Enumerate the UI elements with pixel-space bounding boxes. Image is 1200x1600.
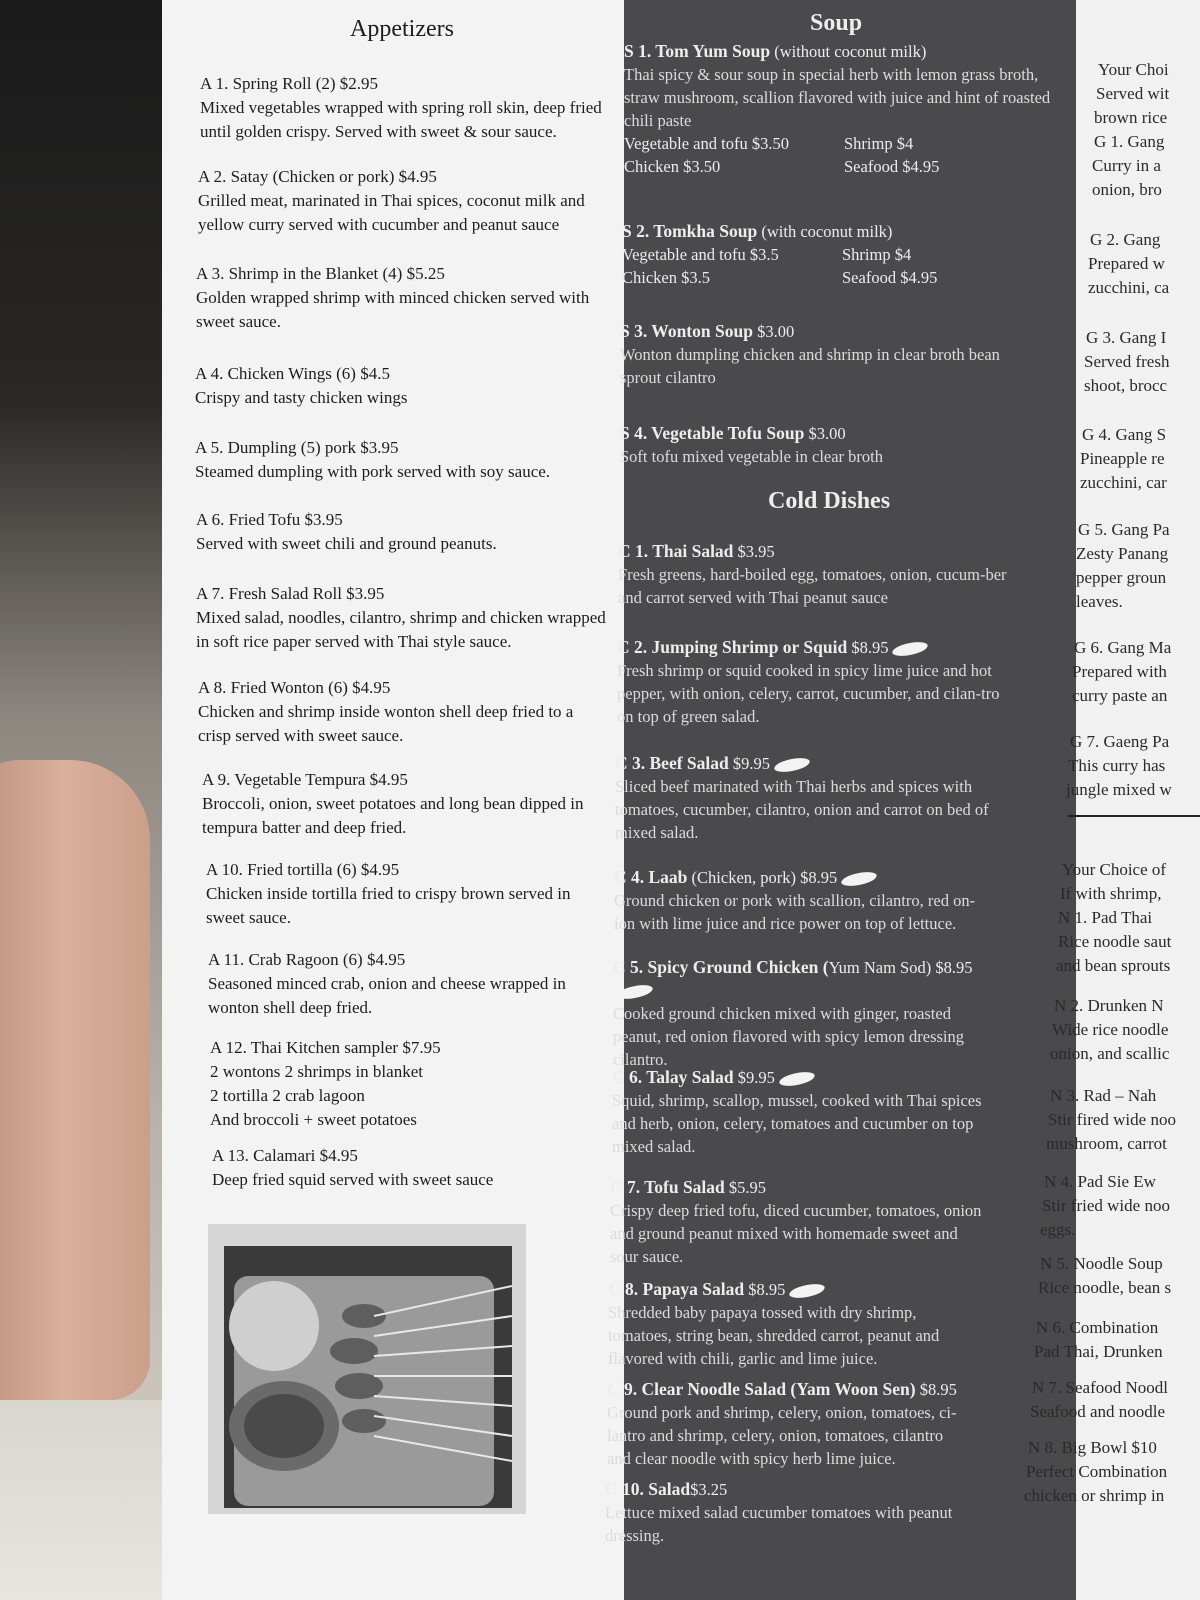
menu-item: A 11. Crab Ragoon (6) $4.95 Seasoned minced crab, onion and cheese wrapped in wonton shell deep fried. bbox=[208, 950, 566, 1017]
menu-item: A 10. Fried tortilla (6) $4.95 Chicken inside tortilla fried to crispy brown served in sweet sauce. bbox=[206, 860, 571, 927]
right-text-line: shoot, brocc bbox=[1084, 376, 1168, 395]
right-text-line: curry paste an bbox=[1072, 686, 1168, 705]
appetizers-title: Appetizers bbox=[350, 16, 454, 42]
right-text-line: zucchini, car bbox=[1080, 473, 1167, 492]
menu-item: S 1. Tom Yum Soup (without coconut milk) Thai spicy & sour soup in special herb with lemon grass broth, straw mushroom, scallion flavored with juice and hint of roasted chili paste Vegetable and tofu $3.50 Shrimp $4 Chicken $3.50 Seafood $4.95 bbox=[624, 40, 1054, 178]
menu-item: S 4. Vegetable Tofu Soup $3.00 Soft tofu mixed vegetable in clear broth bbox=[620, 423, 884, 466]
right-text-line: N 6. Combination bbox=[1036, 1318, 1159, 1337]
menu-item: C 3. Beef Salad $9.95 Sliced beef marinated with Thai herbs and spices with tomatoes, cucumber, cilantro, onion and carrot on bed of mixed salad. bbox=[615, 753, 989, 842]
menu-item: C 5. Spicy Ground Chicken (Yum Nam Sod) $8.95 Cooked ground chicken mixed with ginger, roasted peanut, red onion flavored with spicy lemon dressing cilantro. bbox=[613, 957, 973, 1069]
menu-item: A 5. Dumpling (5) pork $3.95 Steamed dumpling with pork served with soy sauce. bbox=[195, 438, 551, 481]
right-text-line: leaves. bbox=[1076, 592, 1123, 611]
right-text-line: N 4. Pad Sie Ew bbox=[1044, 1172, 1156, 1191]
sampler-lines: 2 wontons 2 shrimps in blanket 2 tortilla 2 crab lagoon And broccoli + sweet potatoes bbox=[210, 1062, 423, 1129]
menu-item: A 1. Spring Roll (2) $2.95 Mixed vegetables wrapped with spring roll skin, deep fried until golden crispy. Served with sweet & sour sauce. bbox=[200, 74, 602, 141]
chili-pepper-icon bbox=[616, 984, 653, 1001]
right-text-line: G 2. Gang bbox=[1090, 230, 1161, 249]
right-text-line: N 1. Pad Thai bbox=[1058, 908, 1153, 927]
right-text-line: jungle mixed w bbox=[1066, 780, 1172, 799]
menu-item: A 3. Shrimp in the Blanket (4) $5.25 Golden wrapped shrimp with minced chicken served with sweet sauce. bbox=[196, 264, 590, 331]
menu-item: C 4. Laab (Chicken, pork) $8.95 Ground chicken or pork with scallion, cilantro, red on-ion with lime juice and rice power on top of lettuce. bbox=[614, 867, 976, 933]
right-text-line: Stir fried wide noo bbox=[1042, 1196, 1170, 1215]
cold-dishes-title: Cold Dishes bbox=[768, 488, 891, 514]
chili-pepper-icon bbox=[841, 871, 878, 888]
right-text-line: This curry has bbox=[1068, 756, 1166, 775]
menu-item: A 4. Chicken Wings (6) $4.5 Crispy and tasty chicken wings bbox=[195, 364, 408, 407]
menu-item: A 8. Fried Wonton (6) $4.95 Chicken and shrimp inside wonton shell deep fried to a crisp served with sweet sauce. bbox=[198, 678, 574, 745]
chili-pepper-icon bbox=[789, 1283, 826, 1300]
right-text-line: Prepared with bbox=[1072, 662, 1167, 681]
right-text-line: G 3. Gang I bbox=[1086, 328, 1167, 347]
menu-item: C 10. Salad$3.25 Lettuce mixed salad cucumber tomatoes with peanut dressing. bbox=[605, 1479, 953, 1545]
right-text-line: G 6. Gang Ma bbox=[1074, 638, 1172, 657]
right-text-line: Prepared w bbox=[1088, 254, 1165, 273]
menu-item: A 2. Satay (Chicken or pork) $4.95 Grilled meat, marinated in Thai spices, coconut milk and yellow curry served with cucumber and peanut sauce bbox=[198, 167, 585, 234]
menu-item: C 2. Jumping Shrimp or Squid $8.95 Fresh shrimp or squid cooked in spicy lime juice and hot pepper, with onion, celery, carrot, cucumber, and cilan-tro on top of green salad. bbox=[617, 637, 1000, 726]
right-text-line: Rice noodle saut bbox=[1058, 932, 1172, 951]
chili-pepper-icon bbox=[773, 757, 810, 774]
soup-title: Soup bbox=[810, 10, 863, 36]
satay-photo bbox=[224, 1246, 512, 1508]
right-text-line: N 7. Seafood Noodl bbox=[1032, 1378, 1168, 1397]
right-text-line: N 8. Big Bowl $10 bbox=[1028, 1438, 1157, 1457]
price-list: Vegetable and tofu $3.50 Shrimp $4 Chicken $3.50 Seafood $4.95 bbox=[624, 134, 940, 176]
chili-pepper-icon bbox=[892, 641, 929, 658]
right-text-line: G 7. Gaeng Pa bbox=[1070, 732, 1170, 751]
right-text-line: Perfect Combination bbox=[1026, 1462, 1168, 1481]
right-text-line: N 3. Rad – Nah bbox=[1050, 1086, 1157, 1105]
menu-item: A 6. Fried Tofu $3.95 Served with sweet chili and ground peanuts. bbox=[196, 510, 497, 553]
right-text-line: Seafood and noodle bbox=[1030, 1402, 1166, 1421]
menu-item: A 12. Thai Kitchen sampler $7.95 2 wontons 2 shrimps in blanket 2 tortilla 2 crab lagoon And broccoli + sweet potatoes bbox=[210, 1036, 610, 1132]
hand bbox=[0, 760, 150, 1400]
right-text-line: zucchini, ca bbox=[1088, 278, 1170, 297]
menu-item: A 9. Vegetable Tempura $4.95 Broccoli, onion, sweet potatoes and long bean dipped in tempura batter and deep fried. bbox=[202, 770, 584, 837]
right-text-line: brown rice bbox=[1094, 108, 1168, 127]
right-text-line: Curry in a bbox=[1092, 156, 1161, 175]
price-list: Vegetable and tofu $3.5 Shrimp $4 Chicken $3.5 Seafood $4.95 bbox=[622, 245, 938, 287]
right-text-line: Served wit bbox=[1096, 84, 1170, 103]
divider bbox=[1068, 815, 1200, 817]
menu-item: S 2. Tomkha Soup (with coconut milk) Vegetable and tofu $3.5 Shrimp $4 Chicken $3.5 Seafood $4.95 bbox=[622, 220, 1052, 289]
menu-item: A 13. Calamari $4.95 Deep fried squid served with sweet sauce bbox=[212, 1146, 494, 1189]
satay-photo-frame bbox=[208, 1224, 526, 1514]
right-text-line: Rice noodle, bean s bbox=[1038, 1278, 1172, 1297]
right-text-line: eggs. bbox=[1040, 1220, 1076, 1239]
menu-item: C 8. Papaya Salad $8.95 Shredded baby papaya tossed with dry shrimp, tomatoes, string bean, shredded carrot, peanut and flavored with chili, garlic and lime juice. bbox=[608, 1279, 940, 1368]
right-text-line: Stir fired wide noo bbox=[1048, 1110, 1176, 1129]
right-text-line: pepper groun bbox=[1076, 568, 1167, 587]
right-text-line: and bean sprouts bbox=[1056, 956, 1171, 975]
menu-item: C 9. Clear Noodle Salad (Yam Woon Sen) $8.95 Ground pork and shrimp, celery, onion, tomatoes, ci-lantro and shrimp, celery, onion, tomatoes, cilantro and clear noodle with spicy herb lime juice. bbox=[607, 1379, 957, 1468]
chili-pepper-icon bbox=[778, 1071, 815, 1088]
right-text-line: G 1. Gang bbox=[1094, 132, 1165, 151]
right-text-line: Pad Thai, Drunken bbox=[1034, 1342, 1163, 1361]
right-text-line: Wide rice noodle bbox=[1052, 1020, 1169, 1039]
right-text-line: If with shrimp, bbox=[1060, 884, 1162, 903]
right-text-line: Your Choice of bbox=[1062, 860, 1167, 879]
right-text-line: N 2. Drunken N bbox=[1054, 996, 1164, 1015]
right-text-line: N 5. Noodle Soup bbox=[1040, 1254, 1163, 1273]
right-text-line: mushroom, carrot bbox=[1046, 1134, 1167, 1153]
right-text-line: chicken or shrimp in bbox=[1024, 1486, 1165, 1505]
menu-item: C 1. Thai Salad $3.95 Fresh greens, hard-boiled egg, tomatoes, onion, cucum-ber and carrot served with Thai peanut sauce bbox=[618, 541, 1007, 607]
menu-item: A 7. Fresh Salad Roll $3.95 Mixed salad, noodles, cilantro, shrimp and chicken wrapped in soft rice paper served with Thai style sauce. bbox=[196, 584, 606, 651]
right-text-line: onion, and scallic bbox=[1050, 1044, 1170, 1063]
right-text-line: G 5. Gang Pa bbox=[1078, 520, 1170, 539]
right-text-line: Zesty Panang bbox=[1076, 544, 1169, 563]
right-text-line: G 4. Gang S bbox=[1082, 425, 1167, 444]
right-text-line: Pineapple re bbox=[1080, 449, 1165, 468]
right-text-line: Served fresh bbox=[1084, 352, 1170, 371]
menu-item: C 7. Tofu Salad $5.95 Crispy deep fried tofu, diced cucumber, tomatoes, onion and ground peanut mixed with homemade sweet and sour sauce. bbox=[610, 1177, 982, 1266]
right-text-line: onion, bro bbox=[1092, 180, 1162, 199]
menu-item: C 6. Talay Salad $9.95 Squid, shrimp, scallop, mussel, cooked with Thai spices and herb, onion, celery, tomatoes and cucumber on top mixed salad. bbox=[612, 1067, 982, 1156]
right-text-line: Your Choi bbox=[1098, 60, 1169, 79]
menu-item: S 3. Wonton Soup $3.00 Wonton dumpling chicken and shrimp in clear broth bean sprout cilantro bbox=[620, 321, 1000, 387]
satay-photo-drawing bbox=[224, 1246, 512, 1508]
